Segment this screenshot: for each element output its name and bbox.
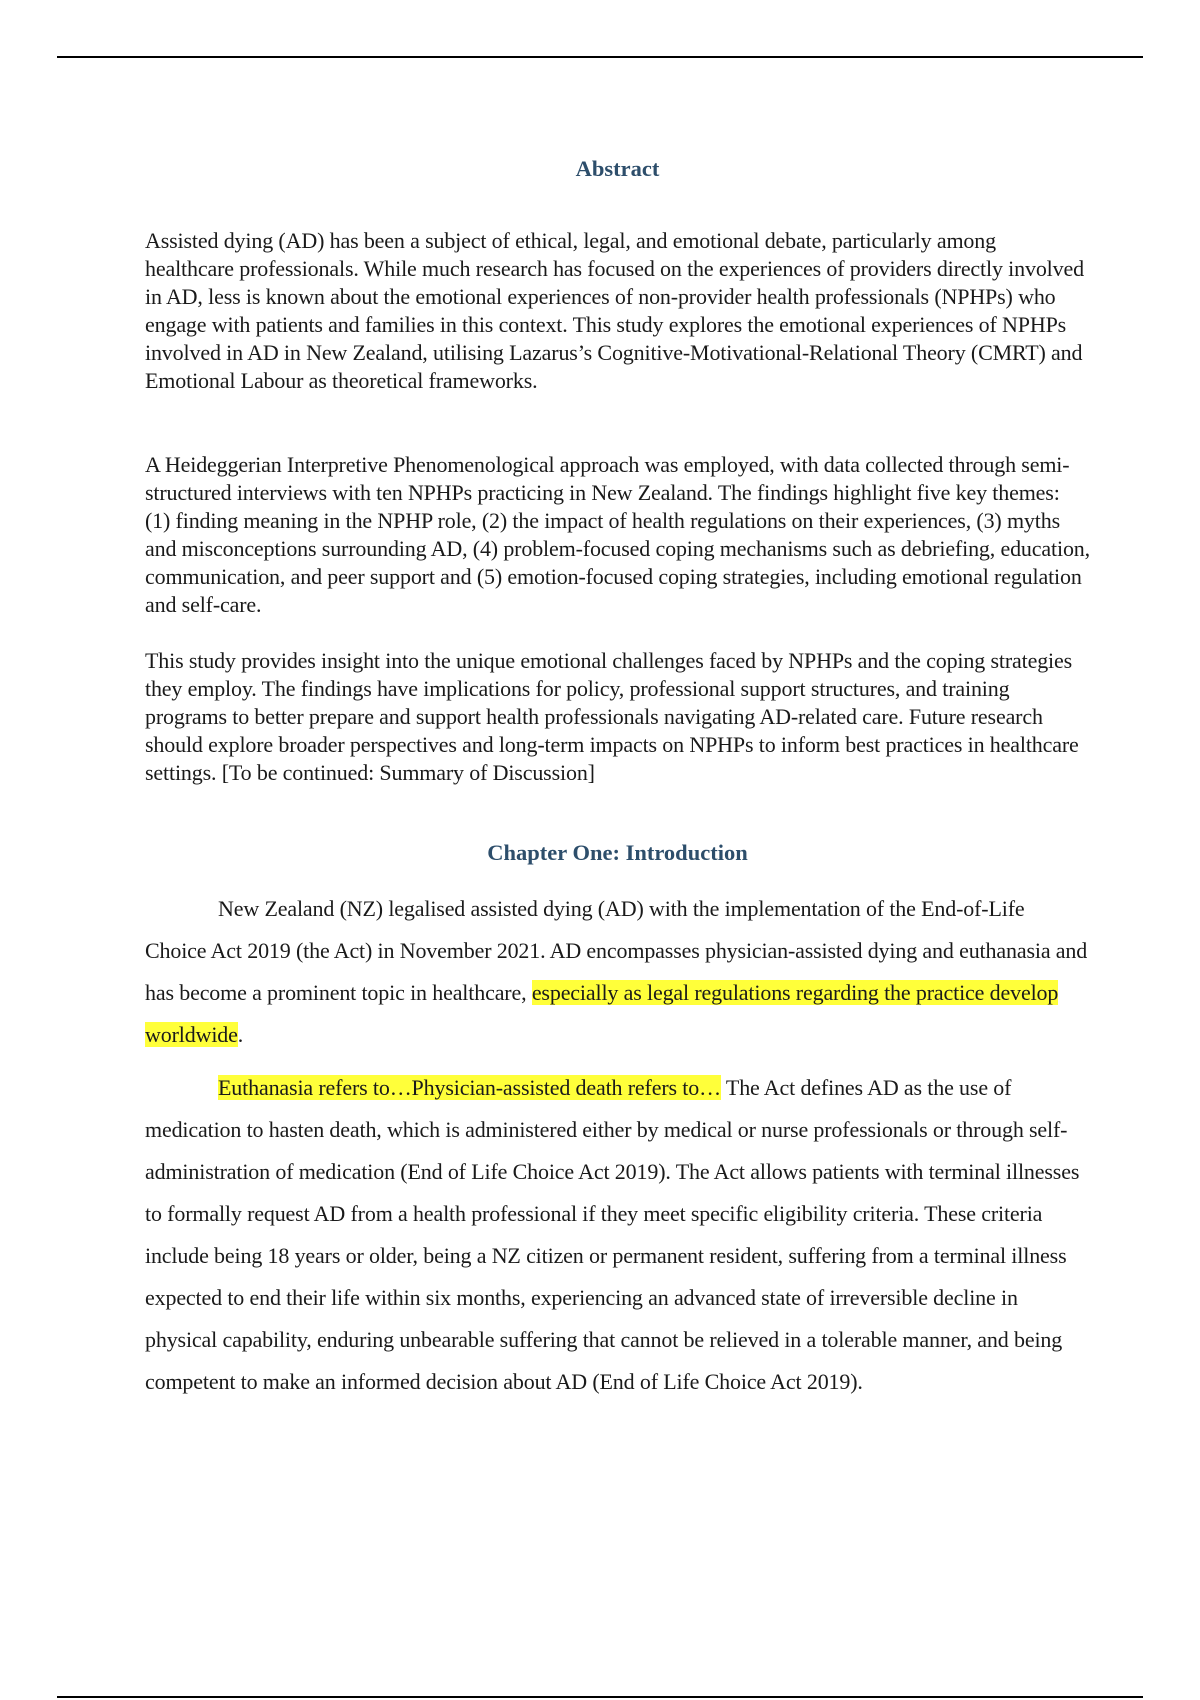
- intro-paragraph-1-text: New Zealand (NZ) legalised assisted dying (AD) with the implementation of the End-of-Life Choice Act 2019 (the Act) in November 2021. AD encompasses physician-assisted dying and euthanasia and has become a prominent topic in healthcare,: [145, 896, 1088, 1005]
- abstract-paragraph-2: A Heideggerian Interpretive Phenomenological approach was employed, with data collected through semi-structured interviews with ten NPHPs practicing in New Zealand. The findings highlight five key themes: (1) finding meaning in the NPHP role, (2) the impact of health regulations on their experiences, (3) myths and misconceptions surrounding AD, (4) problem-focused coping mechanisms such as debriefing, education, communication, and peer support and (5) emotion-focused coping strategies, including emotional regulation and self-care.: [145, 452, 1090, 617]
- chapter-heading: Chapter One: Introduction: [487, 840, 748, 865]
- page-bottom-rule: [57, 1696, 1143, 1698]
- page-top-rule: [57, 56, 1143, 58]
- abstract-heading: Abstract: [575, 156, 660, 181]
- abstract-paragraph-1: Assisted dying (AD) has been a subject of ethical, legal, and emotional debate, particularly among healthcare professionals. While much research has focused on the experiences of providers directly involved in AD, less is known about the emotional experiences of non-provider health professionals (NPHPs) who engage with patients and families in this context. This study explores the emotional experiences of NPHPs involved in AD in New Zealand, utilising Lazarus’s Cognitive-Motivational-Relational Theory (CMRT) and Emotional Labour as theoretical frameworks.: [145, 228, 1084, 393]
- intro-paragraph-2: [145, 1067, 1090, 1403]
- abstract-paragraph-3: This study provides insight into the unique emotional challenges faced by NPHPs and the coping strategies they employ. The findings have implications for policy, professional support structures, and training programs to better prepare and support health professionals navigating AD-related care. Future research should explore broader perspectives and long-term impacts on NPHPs to inform best practices in healthcare settings. [To be continued: Summary of Discussion]: [145, 648, 1079, 785]
- intro-paragraph-1: [145, 888, 1090, 1056]
- intro-paragraph-2-text: The Act defines AD as the use of medication to hasten death, which is administered either by medical or nurse professionals or through self-administration of medication (End of Life Choice Act 2019). The Act allows patients with terminal illnesses to formally request AD from a health professional if they meet specific eligibility criteria. These criteria include being 18 years or older, being a NZ citizen or permanent resident, suffering from a terminal illness expected to end their life within six months, experiencing an advanced state of irreversible decline in physical capability, enduring unbearable suffering that cannot be relieved in a tolerable manner, and being competent to make an informed decision about AD (End of Life Choice Act 2019).: [145, 1075, 1080, 1394]
- highlighted-text: especially as legal regulations regarding the practice develop worldwide: [145, 980, 1059, 1047]
- highlighted-text: Euthanasia refers to…Physician-assisted death refers to…: [218, 1075, 721, 1100]
- intro-paragraph-1-end: .: [237, 1022, 244, 1047]
